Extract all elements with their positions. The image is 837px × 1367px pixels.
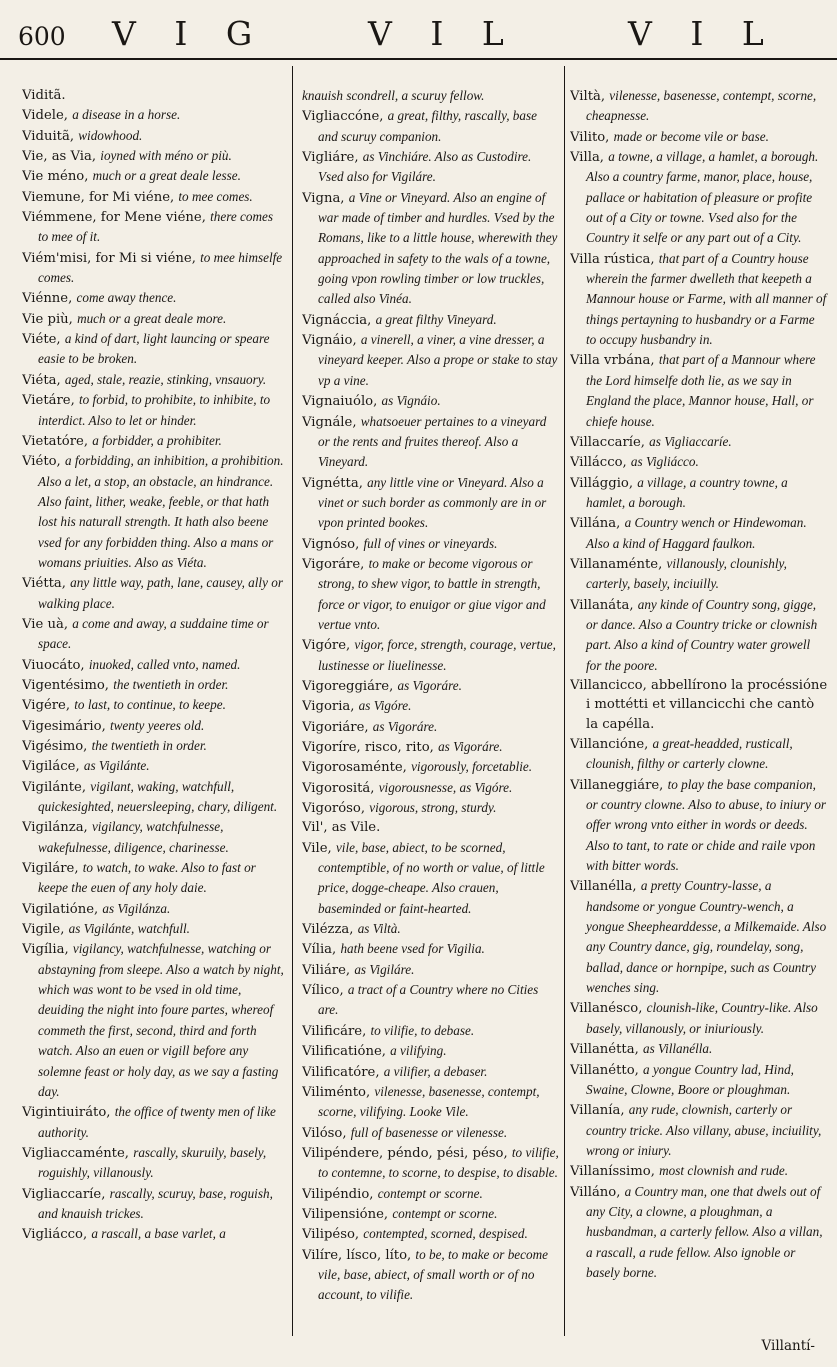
- entry-headword: Villanía,: [570, 1103, 625, 1119]
- entry-definition: rascally, skuruily, basely, roguishly, villanously.: [38, 1144, 267, 1181]
- entry-headword: Viétta,: [22, 576, 66, 592]
- entry-headword: Vietáre,: [22, 393, 75, 409]
- dictionary-entry: [22, 777, 284, 818]
- dictionary-entry: [22, 248, 284, 289]
- column-rule-2: [564, 66, 565, 1336]
- entry-definition: much or a great deale more.: [77, 310, 227, 326]
- dictionary-entry: [302, 798, 560, 818]
- entry-definition: as Vigliaccaríe.: [649, 433, 732, 449]
- entry-definition: vigilancy, watchfulnesse, watching or abstayning from sleepe. Also a watch by night, which was wont to be vsed in old time, deuiding the night into foure partes, whereof commeth the first, second, third and forth watch. Also an euen or vigill before any solemne feast or holy day, as we say a fasting day.: [38, 941, 284, 1099]
- entry-definition: as Vigoráre.: [438, 739, 503, 754]
- entry-headword: Vigorosaménte,: [302, 760, 407, 776]
- entry-definition: clounish-like, Country-like. Also basely, villanously, or iniuriously.: [586, 1000, 818, 1036]
- dictionary-entry: [22, 431, 284, 451]
- entry-definition: full of basenesse or vilenesse.: [350, 1124, 508, 1140]
- dictionary-entry: [570, 147, 828, 249]
- entry-headword: Videle,: [22, 108, 68, 124]
- entry-headword: Vigliaccaríe,: [22, 1186, 106, 1202]
- entry-definition: inuoked, called vnto, named.: [88, 656, 241, 672]
- dictionary-entry: [570, 554, 828, 595]
- entry-headword: Villa,: [570, 150, 604, 166]
- entry-headword: Vigoreggiáre,: [302, 678, 394, 694]
- entry-definition: to mee comes.: [178, 188, 253, 204]
- entry-definition: a rascall, a base varlet, a: [91, 1226, 226, 1242]
- entry-headword: Vignáccia,: [302, 312, 372, 328]
- entry-definition: come away thence.: [76, 290, 177, 306]
- dictionary-entry: [22, 756, 284, 776]
- entry-definition: vigor, force, strength, courage, vertue, lustinesse or liuelinesse.: [318, 637, 556, 673]
- entry-headword: Villanétto,: [570, 1062, 639, 1078]
- entry-headword: Viemune, for Mi viéne,: [22, 189, 175, 205]
- dictionary-entry: [22, 1143, 284, 1184]
- dictionary-entry: [22, 390, 284, 431]
- entry-definition: a yongue Country lad, Hind, Swaine, Clowne, Boore or ploughman.: [586, 1061, 794, 1097]
- entry-definition: a disease in a horse.: [72, 107, 181, 123]
- dictionary-entry: [570, 350, 828, 431]
- entry-headword: Villa rústica,: [570, 251, 655, 267]
- entry-definition: a Country man, one that dwels out of any City, a clowne, a ploughman, a husbandman, a carterly fellow. Also a villan, a rascall, a rude fellow. Also ignoble or basely borne.: [586, 1183, 823, 1280]
- entry-headword: Vignétta,: [302, 475, 363, 491]
- dictionary-entry: [570, 452, 828, 472]
- entry-definition: a Vine or Vineyard. Also an engine of war made of timber and hurdles. Vsed by the Romans, like to a little house, wherewith they approached in safety to the wals of a towne, going vpon rowling timber or low truckles, called also Vinéa.: [318, 189, 558, 307]
- dictionary-entry: [570, 1060, 828, 1101]
- dictionary-entry: [22, 573, 284, 614]
- dictionary-entry: [22, 187, 284, 207]
- dictionary-entry: [22, 329, 284, 370]
- entry-definition: a great, filthy, rascally, base and scuruy companion.: [318, 108, 537, 144]
- entry-definition: twenty yeeres old.: [109, 717, 205, 733]
- dictionary-entry: [570, 513, 828, 554]
- column-2: [302, 86, 560, 1356]
- dictionary-entry: [302, 635, 560, 676]
- entry-headword: Vilézza,: [302, 922, 354, 938]
- entry-definition: as Viltà.: [357, 921, 401, 937]
- entry-headword: Vilíre, lísco, líto,: [302, 1247, 412, 1263]
- entry-definition: as Vignáio.: [381, 393, 441, 409]
- entry-headword: Vile,: [302, 840, 332, 856]
- entry-definition: contempted, scorned, despised.: [363, 1226, 528, 1242]
- entry-definition: a vilifier, a debaser.: [383, 1063, 488, 1079]
- entry-definition: a towne, a village, a hamlet, a borough. Also a country farme, manor, place, house, pallace or habitation of pleasure or profite out of a City or towne. Vsed also for the Country it selfe or any part out of a City.: [586, 149, 819, 246]
- entry-definition: a vinerell, a viner, a vine dresser, a vineyard keeper. Also a prope or stake to stay vp a vine.: [318, 332, 558, 388]
- entry-definition: as Vigóre.: [358, 698, 412, 714]
- entry-headword: Vie, as Via,: [22, 149, 97, 165]
- dictionary-entry: [302, 1245, 560, 1306]
- entry-definition: ioyned with méno or più.: [100, 148, 232, 164]
- dictionary-entry: [302, 188, 560, 310]
- dictionary-entry: [22, 86, 284, 105]
- entry-headword: Vigésimo,: [22, 739, 88, 754]
- dictionary-entry: [570, 876, 828, 998]
- entry-definition: aged, stale, reazie, stinking, vnsauory.: [64, 371, 267, 387]
- dictionary-entry: [570, 249, 828, 351]
- entry-headword: Vigliaccóne,: [302, 109, 384, 125]
- entry-headword: Viltà,: [570, 89, 606, 104]
- dictionary-entry: [22, 736, 284, 756]
- entry-definition: knauish scondrell, a scuruy fellow.: [302, 88, 485, 103]
- column-1: [22, 86, 284, 1356]
- entry-headword: Viém'misi, for Mi si viéne,: [22, 250, 196, 266]
- entry-headword: Vigoróso,: [302, 801, 366, 817]
- entry-headword: Villácco,: [570, 455, 627, 471]
- dictionary-entry: [22, 858, 284, 899]
- entry-definition: contempt or scorne.: [392, 1205, 498, 1221]
- entry-headword: Vigére,: [22, 698, 71, 714]
- entry-definition: a kind of dart, light launcing or speare easie to be broken.: [38, 331, 270, 367]
- entry-definition: the twentieth in order.: [91, 738, 207, 753]
- entry-headword: Villána,: [570, 516, 621, 532]
- entry-headword: Villa vrbána,: [570, 353, 655, 369]
- dictionary-entry: [570, 1161, 828, 1181]
- entry-headword: Villaccaríe,: [570, 434, 645, 450]
- entry-headword: Vilificatióne,: [302, 1044, 386, 1060]
- entry-headword: Vilipéndio,: [302, 1186, 374, 1202]
- entry-headword: Viéto,: [22, 454, 61, 470]
- entry-headword: Villanétta,: [570, 1042, 639, 1058]
- entry-headword: Villáno,: [570, 1184, 621, 1200]
- entry-headword: Villanésco,: [570, 1001, 643, 1017]
- entry-headword: Vigília,: [22, 942, 69, 958]
- entry-headword: Viémmene, for Mene viéne,: [22, 210, 206, 226]
- entry-headword: Villanaménte,: [570, 556, 663, 572]
- entry-definition: as Vigilánza.: [102, 900, 171, 916]
- entry-headword: Villancióne,: [570, 737, 649, 752]
- entry-headword: Vigiláre,: [22, 861, 79, 877]
- entry-definition: a great-headded, rusticall, clounish, filthy or carterly clowne.: [586, 736, 793, 772]
- entry-definition: a Country wench or Hindewoman. Also a kind of Haggard faulkon.: [586, 515, 807, 551]
- entry-headword: Villanáta,: [570, 597, 634, 613]
- entry-headword: Vílico,: [302, 983, 344, 999]
- entry-definition: that part of a Country house wherein the farmer dwelleth that keepeth a Mannour house or Farme, with all manner of things pertayning to husbandry or a Farme to occupy husbandry in.: [586, 250, 827, 348]
- dictionary-entry: [22, 675, 284, 695]
- entry-headword: Vignále,: [302, 414, 357, 430]
- column-3: [570, 86, 828, 1356]
- entry-headword: Vilipéndere, péndo, pési, péso,: [302, 1145, 508, 1161]
- entry-headword: Vigoriáre,: [302, 719, 369, 735]
- dictionary-entry: [302, 1184, 560, 1204]
- entry-definition: to play the base companion, or country clowne. Also to abuse, to iniury or offer wrong vnto either in words or deeds. Also to tant, to rate or chide and raile vpon with bitter words.: [586, 776, 827, 874]
- dictionary-entry: [22, 370, 284, 390]
- entry-definition: whatsoeuer pertaines to a vineyard or the rents and fruites thereof. Also a Vineyard.: [318, 413, 547, 470]
- entry-headword: Vigilatióne,: [22, 901, 99, 917]
- dictionary-entry: [302, 412, 560, 473]
- entry-headword: Vilóso,: [302, 1125, 347, 1141]
- dictionary-entry: [22, 899, 284, 919]
- dictionary-entry: [302, 838, 560, 919]
- entry-headword: Vignáio,: [302, 333, 357, 349]
- dictionary-entry: [302, 1143, 560, 1184]
- entry-headword: Vie uà,: [22, 616, 69, 632]
- dictionary-entry: [570, 432, 828, 452]
- entry-headword: Vie méno,: [22, 169, 89, 185]
- entry-headword: Viduitã,: [22, 128, 75, 144]
- dictionary-entry: [302, 960, 560, 980]
- dictionary-entry: [302, 778, 560, 798]
- entry-definition: the office of twenty men of like authority.: [38, 1104, 276, 1140]
- running-headword-middle: V I L: [368, 14, 518, 53]
- entry-definition: widowhood.: [78, 127, 143, 143]
- entry-definition: vilenesse, basenesse, contempt, scorne, cheapnesse.: [586, 88, 817, 124]
- dictionary-entry: [570, 595, 828, 676]
- entry-definition: to last, to continue, to keepe.: [74, 697, 226, 713]
- dictionary-entry: [22, 105, 284, 125]
- dictionary-entry: [22, 1102, 284, 1143]
- entry-headword: Vigliaccaménte,: [22, 1145, 129, 1161]
- entry-definition: vilenesse, basenesse, contempt, scorne, vilifying. Looke Vile.: [318, 1083, 540, 1120]
- entry-headword: Vigesimário,: [22, 718, 106, 734]
- entry-definition: any rude, clownish, carterly or country tricke. Also villany, abuse, inciuility, wrong or iniury.: [586, 1102, 822, 1158]
- entry-headword: Vigilánza,: [22, 820, 88, 836]
- entry-definition: to forbid, to prohibite, to inhibite, to interdict. Also to let or hinder.: [38, 392, 271, 428]
- entry-definition: any kinde of Country song, gigge, or dance. Also a Country tricke or clownish part. Also a kind of Country water growell for the poore.: [586, 596, 818, 673]
- entry-definition: as Vigliácco.: [630, 454, 699, 470]
- entry-headword: Viliménto,: [302, 1084, 371, 1100]
- entry-headword: Vilipéso,: [302, 1227, 360, 1243]
- entry-definition: a come and away, a suddaine time or space.: [38, 615, 269, 652]
- entry-definition: to make or become vigorous or strong, to shew vigor, to battle in strength, force or vigor, to enuigor or giue vigor and vertue vnto.: [318, 555, 546, 632]
- entry-headword: Vigilánte,: [22, 779, 87, 795]
- entry-definition: vigorously, forcetablie.: [411, 759, 533, 775]
- dictionary-entry: [302, 1062, 560, 1082]
- entry-definition: much or a great deale lesse.: [92, 168, 241, 184]
- entry-definition: vigilant, waking, watchfull, quickesighted, neuersleeping, chary, diligent.: [38, 778, 278, 815]
- entry-headword: Villaníssimo,: [570, 1164, 655, 1180]
- entry-definition: to vilifie, to contemne, to scorne, to despise, to disable.: [318, 1144, 559, 1181]
- entry-definition: as Vinchiáre. Also as Custodire. Vsed also for Vigiláre.: [318, 149, 532, 185]
- entry-headword: Vigoráre,: [302, 556, 365, 572]
- dictionary-entry: [302, 147, 560, 188]
- dictionary-entry: [22, 126, 284, 146]
- entry-headword: Vigoríre, risco, rito,: [302, 740, 434, 755]
- dictionary-entry: [302, 1224, 560, 1244]
- entry-headword: Vília,: [302, 942, 337, 958]
- dictionary-entry: [22, 919, 284, 939]
- entry-definition: to vilifie, to debase.: [370, 1022, 475, 1038]
- entry-definition: made or become vile or base.: [613, 128, 769, 144]
- dictionary-entry: [302, 391, 560, 411]
- entry-definition: the twentieth in order.: [113, 676, 229, 692]
- entry-definition: to watch, to wake. Also to fast or keepe the euen of any holy daie.: [38, 860, 256, 896]
- entry-headword: Vigóre,: [302, 638, 351, 654]
- dictionary-entry: [302, 473, 560, 534]
- catchword: Villantí-: [761, 1338, 815, 1354]
- entry-definition: any little way, path, lane, causey, ally or walking place.: [38, 575, 283, 611]
- dictionary-entry: [302, 1082, 560, 1123]
- dictionary-entry: [22, 614, 284, 655]
- dictionary-entry: [302, 818, 560, 837]
- running-headword-left: V I G: [112, 14, 267, 53]
- entry-definition: there comes to mee of it.: [38, 209, 273, 245]
- entry-definition: a tract of a Country where no Cities are.: [318, 982, 539, 1018]
- entry-headword: Viditã.: [22, 88, 66, 103]
- page-number: 600: [18, 22, 66, 51]
- entry-definition: a great filthy Vineyard.: [375, 311, 497, 327]
- dictionary-entry: [22, 166, 284, 186]
- dictionary-entry: [302, 310, 560, 330]
- dictionary-entry: [570, 1039, 828, 1059]
- dictionary-entry: [302, 1021, 560, 1041]
- entry-definition: vigilancy, watchfulnesse, wakefulnesse, diligence, charinesse.: [38, 819, 229, 855]
- column-rule-1: [292, 66, 293, 1336]
- entry-headword: Vilificáre,: [302, 1023, 367, 1039]
- entry-headword: Villancicco, abbellírono la procéssióne i mottétti et villancicchi che cantò la capélla.: [570, 677, 828, 732]
- dictionary-entry: [570, 473, 828, 514]
- entry-definition: as Villanélla.: [642, 1041, 713, 1057]
- dictionary-entry: [570, 676, 828, 734]
- dictionary-entry: [22, 1184, 284, 1225]
- entry-headword: Vigorositá,: [302, 780, 375, 796]
- entry-headword: Vigliáre,: [302, 150, 359, 166]
- entry-headword: Vietatóre,: [22, 433, 89, 449]
- entry-definition: vigorous, strong, sturdy.: [369, 800, 497, 816]
- entry-definition: a pretty Country-lasse, a handsome or yongue Country-wench, a yongue Sheephearddesse, a Milkemaide. Also any Country dance, gig, roundelay, song, ballad, dance or hornpipe, such as Country wenches sing.: [586, 878, 827, 996]
- entry-definition: a forbidding, an inhibition, a prohibition. Also a let, a stop, an obstacle, an hindrance. Also faint, lither, weake, feeble, or that hath lost his naturall strength. It hath also beene vsed for any forbidden thing. Also a mans or womans priuities. Also as Viéta.: [38, 453, 284, 570]
- entry-headword: Vilipensióne,: [302, 1206, 389, 1222]
- entry-headword: Vigoria,: [302, 699, 355, 715]
- entry-definition: contempt or scorne.: [377, 1185, 483, 1201]
- dictionary-entry: [570, 1100, 828, 1161]
- entry-definition: a vilifying.: [390, 1043, 447, 1059]
- entry-definition: most clownish and rude.: [659, 1163, 789, 1179]
- entry-definition: vile, base, abiect, to be scorned, contemptible, of no worth or value, of little price, dogge-cheape. Also crauen, baseminded or faint-hearted.: [318, 839, 545, 916]
- dictionary-entry: [302, 1041, 560, 1061]
- dictionary-entry: [302, 106, 560, 147]
- entry-headword: Viuocáto,: [22, 657, 85, 673]
- entry-headword: Villanélla,: [570, 879, 637, 895]
- dictionary-entry: [22, 817, 284, 858]
- entry-definition: a forbidder, a prohibiter.: [92, 432, 222, 448]
- entry-headword: Villággio,: [570, 475, 634, 491]
- entry-headword: Vigile,: [22, 922, 65, 938]
- dictionary-entry: [22, 146, 284, 166]
- entry-headword: Vignaiuólo,: [302, 394, 378, 410]
- dictionary-entry: [302, 980, 560, 1021]
- dictionary-entry: [302, 86, 560, 106]
- entry-definition: to be, to make or become vile, base, abiect, of small worth or of no account, to vilifie.: [318, 1246, 548, 1303]
- entry-definition: as Vigiláre.: [354, 961, 415, 977]
- dictionary-entry: [22, 939, 284, 1102]
- dictionary-entry: [22, 288, 284, 308]
- dictionary-entry: [302, 1204, 560, 1224]
- dictionary-entry: [22, 451, 284, 573]
- entry-definition: a village, a country towne, a hamlet, a borough.: [586, 474, 788, 510]
- dictionary-entry: [22, 309, 284, 329]
- dictionary-entry: [570, 127, 828, 147]
- dictionary-entry: [570, 775, 828, 877]
- entry-headword: Vigiláce,: [22, 759, 80, 775]
- dictionary-entry: [302, 737, 560, 757]
- entry-headword: Viéta,: [22, 372, 61, 388]
- entry-definition: rascally, scuruy, base, roguish, and knauish trickes.: [38, 1185, 273, 1221]
- entry-definition: as Vigoráre.: [397, 677, 462, 693]
- dictionary-entry: [570, 1182, 828, 1284]
- entry-definition: vigorousnesse, as Vigóre.: [378, 779, 513, 795]
- dictionary-entry: [570, 86, 828, 127]
- dictionary-entry: [22, 1224, 284, 1244]
- dictionary-entry: [302, 1123, 560, 1143]
- entry-definition: as Vigilánte, watchfull.: [68, 921, 190, 937]
- dictionary-entry: [302, 696, 560, 716]
- entry-definition: as Vigilánte.: [83, 758, 150, 774]
- dictionary-entry: [302, 717, 560, 737]
- entry-headword: Vie più,: [22, 311, 73, 327]
- entry-definition: full of vines or vineyards.: [363, 535, 498, 551]
- dictionary-entry: [570, 998, 828, 1039]
- dictionary-entry: [22, 655, 284, 675]
- entry-definition: villanously, clounishly, carterly, basely, inciuilly.: [586, 555, 787, 592]
- entry-headword: Vignóso,: [302, 536, 360, 552]
- dictionary-entry: [22, 716, 284, 736]
- entry-definition: any little vine or Vineyard. Also a vinet or such border as commonly are in or vpon printed bookes.: [318, 474, 547, 531]
- dictionary-entry: [302, 534, 560, 554]
- entry-definition: as Vigoráre.: [372, 718, 438, 734]
- entry-headword: Viénne,: [22, 291, 73, 307]
- entry-definition: hath beene vsed for Vigilia.: [340, 941, 485, 957]
- entry-headword: Viéte,: [22, 332, 61, 348]
- entry-headword: Vigentésimo,: [22, 677, 109, 693]
- entry-headword: Vigna,: [302, 190, 345, 206]
- dictionary-entry: [302, 939, 560, 959]
- entry-headword: Viliáre,: [302, 962, 351, 978]
- dictionary-entry: [302, 676, 560, 696]
- dictionary-entry: [570, 734, 828, 775]
- page-header: [0, 0, 837, 60]
- entry-headword: Vilificatóre,: [302, 1064, 380, 1080]
- entry-headword: Vilito,: [570, 129, 610, 145]
- entry-headword: Vigintiuiráto,: [22, 1105, 111, 1121]
- entry-headword: Villaneggiáre,: [570, 777, 664, 793]
- entry-definition: to mee himselfe comes.: [38, 249, 283, 286]
- entry-headword: Vil', as Vile.: [302, 820, 381, 836]
- dictionary-entry: [302, 757, 560, 777]
- running-headword-right: V I L: [628, 14, 778, 53]
- dictionary-entry: [302, 919, 560, 939]
- dictionary-entry: [302, 554, 560, 635]
- dictionary-entry: [22, 695, 284, 715]
- dictionary-entry: [302, 330, 560, 391]
- entry-definition: that part of a Mannour where the Lord himselfe doth lie, as we say in England the place, Mannor house, Hall, or chiefe house.: [586, 352, 816, 429]
- dictionary-entry: [22, 207, 284, 248]
- entry-headword: Vigliácco,: [22, 1227, 88, 1243]
